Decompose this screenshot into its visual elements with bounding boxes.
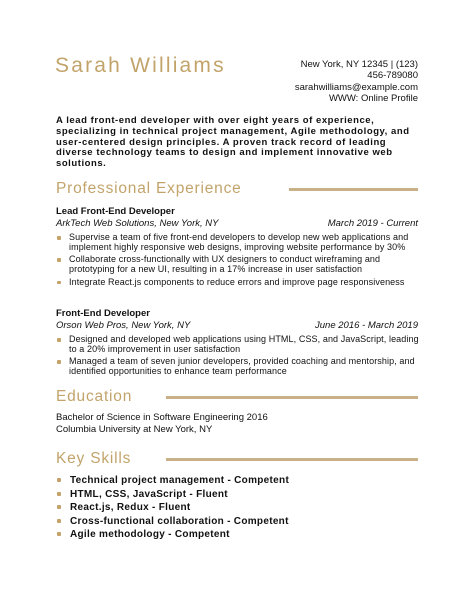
job-dates: June 2016 - March 2019 [315,320,418,331]
education-block [56,412,268,435]
job-company: ArkTech Web Solutions, New York, NY [56,218,219,229]
list-item: Supervise a team of five front-end developers to develop new web applications and implement highly responsive web designs, improving website performance by 30% [56,233,420,253]
job-bullets [56,233,420,290]
list-item: Technical project management - Competent [56,474,289,488]
bullet-icon [57,360,61,364]
job-meta [56,320,418,331]
education-school: Columbia University at New York, NY [56,423,213,435]
job-title: Lead Front-End Developer [56,206,175,217]
bullet-icon [57,492,61,496]
education-section-title: Education [56,388,133,405]
list-item: Integrate React.js components to reduce errors and improve page responsiveness [56,278,420,288]
bullet-icon [57,338,61,342]
experience-divider [289,188,418,191]
contact-address: New York, NY 12345 | (123) [300,59,418,70]
candidate-name: Sarah Williams [55,54,226,77]
contact-website: WWW: Online Profile [328,93,418,105]
job-bullets [56,335,420,380]
list-item: Managed a team of seven junior developers, provided coaching and mentorship, and identified opportunities to enhance team performance [56,357,420,377]
list-item: Designed and developed web applications using HTML, CSS, and JavaScript, leading to a 20% improvement in user satisfaction [56,335,420,355]
list-item: Collaborate cross-functionally with UX designers to conduct wireframing and prototyping for a new UI, resulting in a 17% increase in user satisfaction [56,255,420,275]
bullet-icon [57,478,61,482]
list-item: React.js, Redux - Fluent [56,501,289,515]
list-item: Cross-functional collaboration - Competent [56,515,289,529]
job-meta [56,218,418,229]
contact-block [278,59,418,105]
list-item: HTML, CSS, JavaScript - Fluent [56,488,289,502]
education-degree: Bachelor of Science in Software Engineering 2016 [56,412,268,423]
bullet-icon [57,519,61,523]
education-divider [166,396,418,399]
job-title: Front-End Developer [56,308,150,319]
job-company: Orson Web Pros, New York, NY [56,320,191,331]
contact-phone: 456-789080 [367,70,418,82]
skills-divider [166,458,418,461]
bullet-icon [57,236,61,240]
contact-email: sarahwilliams@example.com [294,81,418,93]
bullet-icon [57,258,61,262]
skills-list [56,474,289,542]
experience-section-title: Professional Experience [56,180,242,197]
bullet-icon [57,505,61,509]
professional-summary: A lead front-end developer with over eight years of experience, specializing in technical project management, Agile methodology, and user-centered design principles. A proven track record of leading diverse technology teams to design and implement innovative web solutions. [56,115,410,170]
bullet-icon [57,281,61,285]
bullet-icon [57,532,61,536]
skills-section-title: Key Skills [56,450,132,467]
job-dates: March 2019 - Current [327,218,418,229]
list-item: Agile methodology - Competent [56,528,289,542]
